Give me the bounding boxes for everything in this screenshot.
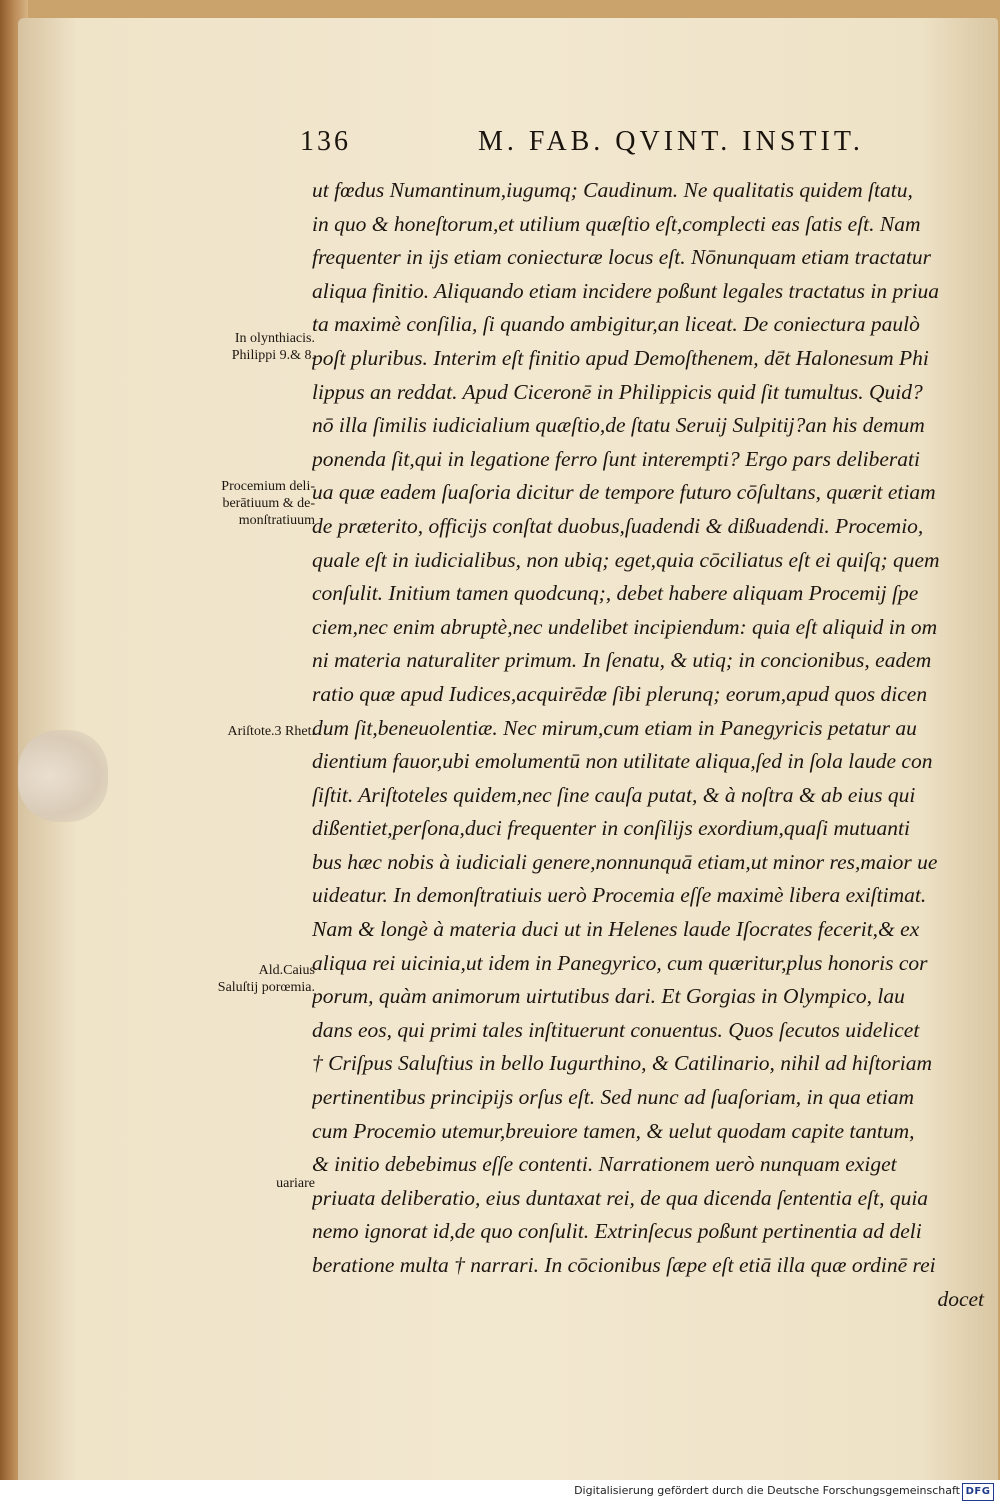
margin-note-line: Saluſtij porœmia. <box>217 980 315 995</box>
text-line: bus hæc nobis à iudiciali genere,nonnunquā etiam,ut minor res,maior ue <box>312 849 938 874</box>
text-line: dientium fauor,ubi emolumentū non utilitate aliqua,ſed in ſola laude con <box>312 749 933 774</box>
body-text <box>312 174 992 1316</box>
text-line: ni materia naturaliter primum. In ſenatu, & utiq; in concionibus, eadem <box>312 648 932 673</box>
text-line: † Criſpus Saluſtius in bello Iugurthino, & Catilinario, nihil ad hiſtoriam <box>312 1051 932 1076</box>
text-line: dans eos, qui primi tales inſtituerunt conuentus. Quos ſecutos uidelicet <box>312 1017 920 1042</box>
text-line: poſt pluribus. Interim eſt finitio apud Demoſthenem, dēt Halonesum Phi <box>312 345 929 370</box>
margin-note-line: Procemium deli- <box>221 479 315 494</box>
page-header <box>300 124 900 164</box>
text-line: dum ſit,beneuolentiæ. Nec mirum,cum etiam in Panegyricis petatur au <box>312 715 917 740</box>
text-line: conſulit. Initium tamen quodcunq;, debet habere aliquam Procemij ſpe <box>312 581 919 606</box>
text-line: quale eſt in iudicialibus, non ubiq; eget,quia cōciliatus eſt ei quiſq; quem <box>312 547 940 572</box>
digitization-footer <box>0 1480 1000 1504</box>
text-line: lippus an reddat. Apud Ciceronē in Philippicis quid ſit tumultus. Quid? <box>312 379 923 404</box>
text-line: ratio quæ apud Iudices,acquirēdæ ſibi plerunq; eorum,apud quos dicen <box>312 681 928 706</box>
text-line: uideatur. In demonſtratiuis uerò Procemia eſſe maximè libera exiſtimat. <box>312 883 927 908</box>
margin-note-procemium <box>221 478 315 529</box>
text-line: ſiſtit. Ariſtoteles quidem,nec ſine cauſa putat, & à noſtra & ab eius qui <box>312 782 916 807</box>
margin-note-olynthiacis <box>232 330 315 364</box>
margin-note-aristotle <box>228 723 316 740</box>
text-line: ponenda ſit,qui in legatione ferro ſunt interempti? Ergo pars deliberati <box>312 446 920 471</box>
text-line: ut fœdus Numantinum,iugumq; Caudinum. Ne qualitatis quidem ſtatu, <box>312 178 913 202</box>
text-line: nō illa ſimilis iudicialium quæſtio,de ſtatu Seruij Sulpitij?an his demum <box>312 413 925 438</box>
text-line: in quo & honeſtorum,et utilium quæſtio eſt,complecti eas ſatis eſt. Nam <box>312 211 921 236</box>
margin-note-line: Ald.Caius <box>258 963 315 978</box>
text-line: dißentiet,perſona,duci frequenter in conſilijs exordium,quaſi mutuanti <box>312 816 910 841</box>
dfg-logo: DFG <box>962 1483 994 1501</box>
margin-note-line: uariare <box>276 1176 315 1191</box>
margin-note-line: In olynthiacis. <box>234 331 315 346</box>
text-line: Nam & longè à materia duci ut in Helenes laude Iſocrates fecerit,& ex <box>312 917 920 942</box>
margin-note-uariare <box>276 1175 315 1192</box>
text-line: de præterito, officijs conſtat duobus,ſuadendi & dißuadendi. Procemio, <box>312 513 924 538</box>
text-line: nemo ignorat id,de quo conſulit. Extrinſecus poßunt pertinentia ad deli <box>312 1219 922 1244</box>
text-line: & initio debebimus eſſe contenti. Narrationem uerò nunquam exiget <box>312 1152 897 1177</box>
text-line: pertinentibus principijs orſus eſt. Sed nunc ad ſuaſoriam, in qua etiam <box>312 1085 914 1110</box>
thumb-shadow <box>18 730 108 822</box>
text-line: porum, quàm animorum uirtutibus dari. Et Gorgias in Olympico, lau <box>312 984 905 1009</box>
text-line: frequenter in ijs etiam coniecturæ locus eſt. Nōnunquam etiam tractatur <box>312 245 932 270</box>
margin-note-line: Philippi 9.& 8. <box>231 348 315 363</box>
text-line: ua quæ eadem ſuaſoria dicitur de tempore futuro cōſultans, quærit etiam <box>312 480 936 505</box>
text-line: aliqua finitio. Aliquando etiam incidere poßunt legales tractatus in priua <box>312 278 940 303</box>
margin-note-line: Ariſtote.3 Rhet. <box>227 724 315 739</box>
page-number: 136 <box>300 126 351 157</box>
text-line: docet <box>937 1286 984 1311</box>
margin-note-line: berātiuum & de- <box>222 496 315 511</box>
text-line: cum Procemio utemur,breuiore tamen, & uelut quodam capite tantum, <box>312 1118 915 1143</box>
text-line: ta maximè conſilia, ſi quando ambigitur,an liceat. De coniectura paulò <box>312 312 920 337</box>
footer-credit: Digitalisierung gefördert durch die Deutsche Forschungsgemeinschaft <box>574 1484 960 1497</box>
text-line: aliqua rei uicinia,ut idem in Panegyrico, cum quæritur,plus honoris cor <box>312 950 928 975</box>
text-line: ciem,nec enim abruptè,nec undelibet incipiendum: quia eſt aliquid in om <box>312 614 938 639</box>
margin-note-sallust <box>218 962 315 996</box>
text-line: beratione multa † narrari. In cōcionibus ſæpe eſt etiā illa quæ ordinē rei <box>312 1253 936 1277</box>
margin-note-line: monſtratiuum <box>238 513 315 528</box>
running-title: M. FAB. QVINT. INSTIT. <box>478 126 864 157</box>
text-line: priuata deliberatio, eius duntaxat rei, de qua dicenda ſententia eſt, quia <box>312 1185 929 1210</box>
